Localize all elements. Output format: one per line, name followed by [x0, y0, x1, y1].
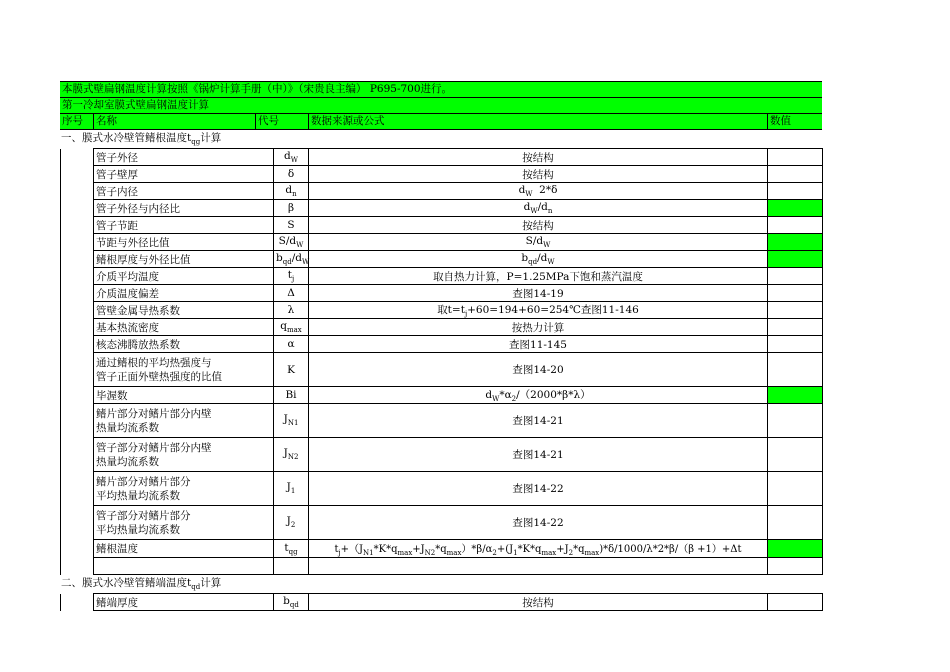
calc-table-1 [60, 148, 823, 575]
column-header-row [60, 114, 822, 130]
param-value[interactable] [768, 302, 823, 319]
col-header-no[interactable]: 序号 [62, 115, 83, 127]
param-name[interactable]: 鳍根厚度与外径比值 [94, 251, 274, 268]
table-row [61, 234, 823, 251]
param-value[interactable] [768, 594, 823, 611]
param-name[interactable]: 鳍端厚度 [94, 594, 274, 611]
table-row [61, 594, 823, 611]
table-row [61, 336, 823, 353]
param-name[interactable]: 通过鳍根的平均热强度与 管子正面外壁热强度的比值 [94, 353, 274, 387]
param-symbol[interactable]: Bi [274, 387, 309, 404]
note-title[interactable]: 第一冷却室膜式壁扁钢温度计算 [60, 98, 822, 114]
param-value[interactable] [768, 387, 823, 404]
col-header-symbol[interactable]: 代号 [255, 114, 308, 129]
param-value[interactable] [768, 506, 823, 540]
table-row [61, 438, 823, 472]
param-source[interactable]: 查图14-21 [309, 438, 768, 472]
param-source[interactable]: 按结构 [309, 217, 768, 234]
param-value[interactable] [768, 319, 823, 336]
param-source[interactable]: 取自热力计算，P=1.25MPa下饱和蒸汽温度 [309, 268, 768, 285]
param-symbol[interactable]: S [274, 217, 309, 234]
col-header-value[interactable]: 数值 [767, 114, 822, 129]
param-symbol[interactable]: $J_{N1}$ [274, 404, 309, 438]
param-source[interactable]: $b_{qd}/d_W$ [309, 251, 768, 268]
param-source[interactable]: 取$t=t_j+60=194+60=254℃$查图11-146 [309, 302, 768, 319]
param-value[interactable] [768, 336, 823, 353]
param-name[interactable]: 介质温度偏差 [94, 285, 274, 302]
param-name[interactable]: 管壁金属导热系数 [94, 302, 274, 319]
param-source[interactable]: 查图14-20 [309, 353, 768, 387]
calc-table-2 [60, 593, 823, 611]
param-symbol[interactable]: $J_{N2}$ [274, 438, 309, 472]
param-value[interactable] [768, 472, 823, 506]
param-symbol[interactable]: $J_1$ [274, 472, 309, 506]
table-row [61, 353, 823, 387]
param-source[interactable]: 查图11-145 [309, 336, 768, 353]
param-value[interactable] [768, 438, 823, 472]
param-symbol[interactable]: $b_{qd}/d_W$ [274, 251, 309, 268]
col-header-name[interactable]: 名称 [93, 114, 255, 129]
param-symbol[interactable]: $t_{qg}$ [274, 540, 309, 558]
param-source[interactable]: 按结构 [309, 149, 768, 166]
col-header-source[interactable]: 数据来源或公式 [308, 114, 767, 129]
param-value[interactable] [768, 558, 823, 575]
table-row [61, 506, 823, 540]
param-source[interactable]: $d_W/d_n$ [309, 200, 768, 217]
param-source[interactable]: $d_W$ 2*δ [309, 183, 768, 200]
table-row [61, 268, 823, 285]
param-symbol[interactable] [274, 558, 309, 575]
param-symbol[interactable]: Δ [274, 285, 309, 302]
param-symbol[interactable]: β [274, 200, 309, 217]
note-reference[interactable]: 本膜式壁扁钢温度计算按照《锅炉计算手册（中）》（宋贵良主编） P695-700进行。 [60, 81, 822, 98]
section1-title[interactable]: 一、膜式水冷壁管鳍根温度$t_{qg}$计算 [61, 132, 222, 146]
spreadsheet [60, 81, 822, 611]
param-symbol[interactable]: $t_j$ [274, 268, 309, 285]
param-symbol[interactable]: $b_{qd}$ [274, 594, 309, 611]
param-name[interactable]: 管子节距 [94, 217, 274, 234]
param-symbol[interactable]: K [274, 353, 309, 387]
param-name[interactable]: 管子内径 [94, 183, 274, 200]
param-value[interactable] [768, 234, 823, 251]
table-row [61, 319, 823, 336]
table-row [61, 285, 823, 302]
param-name[interactable]: 管子外径与内径比 [94, 200, 274, 217]
table-row [61, 302, 823, 319]
param-symbol[interactable]: λ [274, 302, 309, 319]
param-source[interactable]: 按热力计算 [309, 319, 768, 336]
param-name[interactable]: 基本热流密度 [94, 319, 274, 336]
param-name[interactable]: 管子部分对鳍片部分 平均热量均流系数 [94, 506, 274, 540]
param-source[interactable] [309, 558, 768, 575]
fin-root-temp-formula[interactable]: $t_j+(J_{N1}*K*q_{max}+J_{N2}*q_{max})*\beta/\alpha_2+(J_1*K*q_{max}+J_2*q_{max})*\delta/1000/\lambda*2*\beta/(\beta +1)+\Delta t$ [309, 540, 768, 558]
param-name[interactable]: 管子部分对鳍片部分内壁 热量均流系数 [94, 438, 274, 472]
param-symbol[interactable]: δ [274, 166, 309, 183]
param-source[interactable]: 按结构 [309, 166, 768, 183]
param-source[interactable]: 查图14-21 [309, 404, 768, 438]
param-name[interactable]: 管子外径 [94, 149, 274, 166]
param-value[interactable] [768, 268, 823, 285]
param-source[interactable]: $d_W*\alpha_2/(2000*\beta*\lambda)$ [309, 387, 768, 404]
param-value[interactable] [768, 540, 823, 558]
param-value[interactable] [768, 404, 823, 438]
param-value[interactable] [768, 183, 823, 200]
param-name[interactable]: 核态沸腾放热系数 [94, 336, 274, 353]
param-value[interactable] [768, 217, 823, 234]
param-source[interactable]: 查图14-22 [309, 472, 768, 506]
param-name[interactable] [94, 558, 274, 575]
param-value[interactable] [768, 353, 823, 387]
param-symbol[interactable]: $q_{max}$ [274, 319, 309, 336]
param-symbol[interactable]: $J_2$ [274, 506, 309, 540]
param-name[interactable]: 鳍片部分对鳍片部分内壁 热量均流系数 [94, 404, 274, 438]
param-source[interactable]: 查图14-19 [309, 285, 768, 302]
param-value[interactable] [768, 200, 823, 217]
param-value[interactable] [768, 166, 823, 183]
table-row [61, 558, 823, 575]
section2-title[interactable]: 二、膜式水冷壁管鳍端温度$t_{qd}$计算 [61, 577, 222, 591]
param-name[interactable]: 鳍根温度 [94, 540, 274, 558]
param-source[interactable]: $S/d_W$ [309, 234, 768, 251]
param-symbol[interactable]: α [274, 336, 309, 353]
table-row [61, 217, 823, 234]
param-symbol[interactable]: $S/d_W$ [274, 234, 309, 251]
table-row [61, 166, 823, 183]
param-source[interactable]: 查图14-22 [309, 506, 768, 540]
param-symbol[interactable]: $d_n$ [274, 183, 309, 200]
table-row [61, 540, 823, 558]
param-name[interactable]: 毕渥数 [94, 387, 274, 404]
param-value[interactable] [768, 251, 823, 268]
table-row [61, 387, 823, 404]
table-row [61, 472, 823, 506]
table-row [61, 183, 823, 200]
param-name[interactable]: 管子壁厚 [94, 166, 274, 183]
param-name[interactable]: 介质平均温度 [94, 268, 274, 285]
param-symbol[interactable]: $d_W$ [274, 149, 309, 166]
param-value[interactable] [768, 285, 823, 302]
param-value[interactable] [768, 149, 823, 166]
table-row [61, 404, 823, 438]
param-source[interactable]: 按结构 [309, 594, 768, 611]
table-row [61, 149, 823, 166]
param-name[interactable]: 鳍片部分对鳍片部分 平均热量均流系数 [94, 472, 274, 506]
param-name[interactable]: 节距与外径比值 [94, 234, 274, 251]
table-row [61, 251, 823, 268]
table-row [61, 200, 823, 217]
